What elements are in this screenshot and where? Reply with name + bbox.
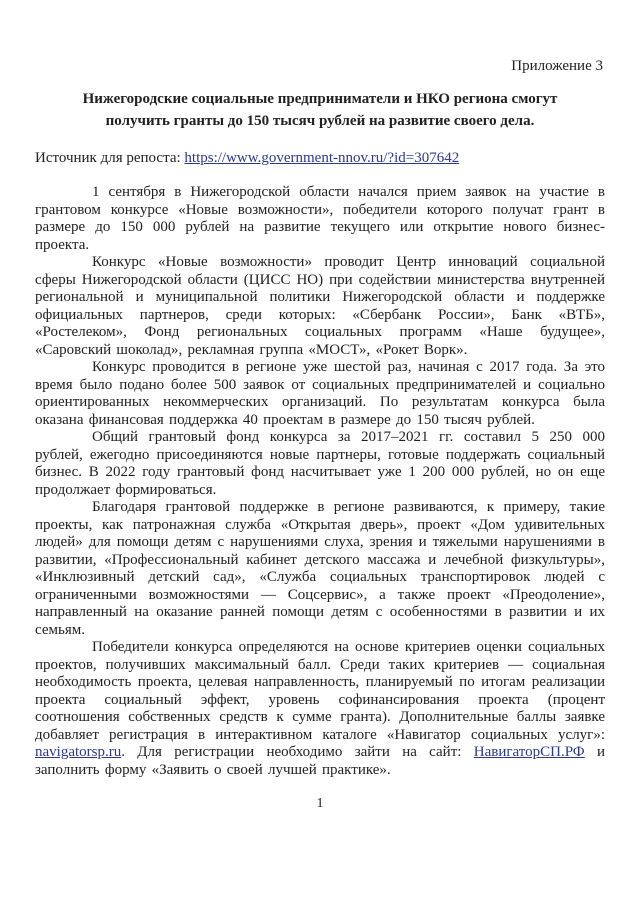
paragraph-6 [35,639,605,779]
source-label: Источник для репоста: [35,150,185,166]
document-body [35,184,605,779]
navigatorsp-ru-link[interactable]: navigatorsp.ru [35,744,122,760]
annex-label: Приложение 3 [511,58,603,74]
paragraph-2: Конкурс «Новые возможности» проводит Центр инноваций социальной сферы Нижегородской области (ЦИСС НО) при содействии министерства внутренней региональной и муниципальной политики Нижегородской области и поддержке официальных партнеров, среди которых: «Сбербанк России», Банк «ВТБ», «Ростелеком», Фонд региональных социальных программ «Наше будущее», «Саровский шоколад», рекламная группа «МОСТ», «Рокет Ворк». [35,254,605,358]
paragraph-4: Общий грантовый фонд конкурса за 2017–2021 гг. составил 5 250 000 рублей, ежегодно присоединяются новые партнеры, готовые поддержать социальный бизнес. В 2022 году грантовый фонд насчитывает уже 1 200 000 рублей, но он еще продолжает формироваться. [35,429,605,498]
paragraph-5: Благодаря грантовой поддержке в регионе развиваются, к примеру, такие проекты, как патронажная служба «Открытая дверь», проект «Дом удивительных людей» для помощи детям с нарушениями слуха, зрения и тяжелыми нарушениями в развитии, «Профессиональный кабинет детского массажа и лечебной физкультуры», «Инклюзивный детский сад», «Служба социальных транспортировок людей с ограниченными возможностями — Соцсервис», а также проект «Преодоление», направленный на оказание ранней помощи детям с особенностями в развитии и их семьям. [35,499,605,638]
paragraph-1: 1 сентября в Нижегородской области начался прием заявок на участие в грантовом конкурсе «Новые возможности», победители которого получат грант в размере до 150 000 рублей на развитие текущего или открытие нового бизнес-проекта. [35,184,605,253]
source-line [35,149,605,167]
navigator-sp-rf-link[interactable]: НавигаторСП.РФ [473,744,585,760]
paragraph-6-text-start: Победители конкурса определяются на основе критериев оценки социальных проектов, получивших максимальный балл. Среди таких критериев — социальная необходимость проекта, целевая направленность, планируемый по итогам реализации проекта социальный эффект, уровень софинансирования проекта (процент соотношения собственных средств к сумме гранта). Дополнительные баллы заявке добавляет регистрация в интерактивном каталоге «Навигатор социальных услуг»: [35,639,605,743]
paragraph-3: Конкурс проводится в регионе уже шестой раз, начиная с 2017 года. За это время было подано более 500 заявок от социальных предпринимателей и социально ориентированных некоммерческих организаций. По результатам конкурса была оказана финансовая поддержка 40 проектам в размере до 150 тысяч рублей. [35,359,605,428]
paragraph-6-text-end: и заполнить форму «Заявить о своей лучшей практике». [35,744,605,778]
document-title: Нижегородские социальные предприниматели и НКО региона смогут получить гранты до 150 тысяч рублей на развитие своего дела. [82,91,558,129]
source-url-link[interactable]: https://www.government-nnov.ru/?id=307642 [184,150,460,166]
page-number: 1 [316,796,324,811]
paragraph-6-text-middle: . Для регистрации необходимо зайти на сайт: [121,744,474,760]
